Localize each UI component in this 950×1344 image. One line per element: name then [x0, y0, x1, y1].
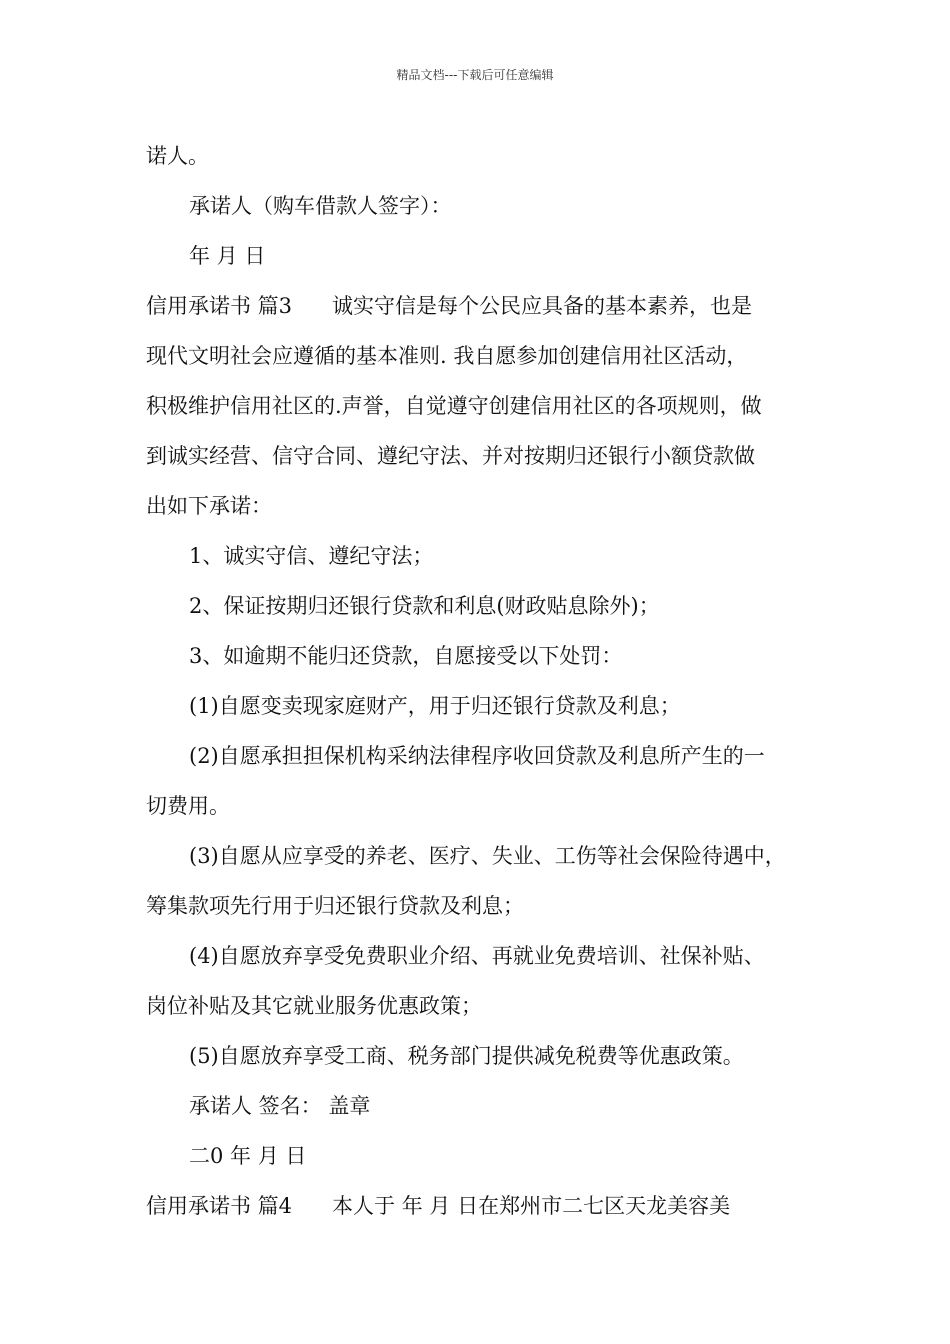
section-title: 信用承诺书 篇3: [146, 294, 293, 318]
section-heading-line: [146, 281, 826, 331]
section-heading-line: [146, 1181, 826, 1231]
document-body: [146, 131, 826, 1231]
section-text: 本人于 年 月 日在郑州市二七区天龙美容美: [332, 1194, 731, 1218]
sub-list-item: (2)自愿承担担保机构采纳法律程序收回贷款及利息所产生的一: [189, 744, 765, 768]
list-item: 1、诚实守信、遵纪守法；: [189, 544, 434, 568]
paragraph-line: 到诚实经营、信守合同、遵纪守法、并对按期归还银行小额贷款做: [146, 444, 755, 468]
page-header: 精品文档---下载后可任意编辑: [396, 68, 554, 82]
paragraph-line: 出如下承诺：: [146, 494, 272, 518]
paragraph-line: 筹集款项先行用于归还银行贷款及利息；: [146, 894, 524, 918]
sub-list-item: (1)自愿变卖现家庭财产，用于归还银行贷款及利息；: [189, 694, 681, 718]
date-line: 二0 年 月 日: [189, 1144, 307, 1168]
paragraph-line: 岗位补贴及其它就业服务优惠政策；: [146, 994, 482, 1018]
list-item: 3、如逾期不能归还贷款，自愿接受以下处罚：: [189, 644, 623, 668]
sub-list-item: (4)自愿放弃享受免费职业介绍、再就业免费培训、社保补贴、: [189, 944, 765, 968]
signature-line: 承诺人 签名： 盖章: [189, 1094, 371, 1118]
paragraph-line: 诺人。: [146, 144, 209, 168]
list-item: 2、保证按期归还银行贷款和利息(财政贴息除外)；: [189, 594, 660, 618]
section-title: 信用承诺书 篇4: [146, 1194, 293, 1218]
section-text: 诚实守信是每个公民应具备的基本素养，也是: [332, 294, 753, 318]
sub-list-item: (3)自愿从应享受的养老、医疗、失业、工伤等社会保险待遇中，: [189, 844, 786, 868]
date-line: 年 月 日: [189, 244, 266, 268]
signature-label: 承诺人（购车借款人签字）：: [189, 194, 452, 218]
paragraph-line: 切费用。: [146, 794, 230, 818]
paragraph-line: 积极维护信用社区的.声誉，自觉遵守创建信用社区的各项规则，做: [146, 394, 762, 418]
paragraph-line: 现代文明社会应遵循的基本准则. 我自愿参加创建信用社区活动，: [146, 344, 748, 368]
sub-list-item: (5)自愿放弃享受工商、税务部门提供减免税费等优惠政策。: [189, 1044, 744, 1068]
